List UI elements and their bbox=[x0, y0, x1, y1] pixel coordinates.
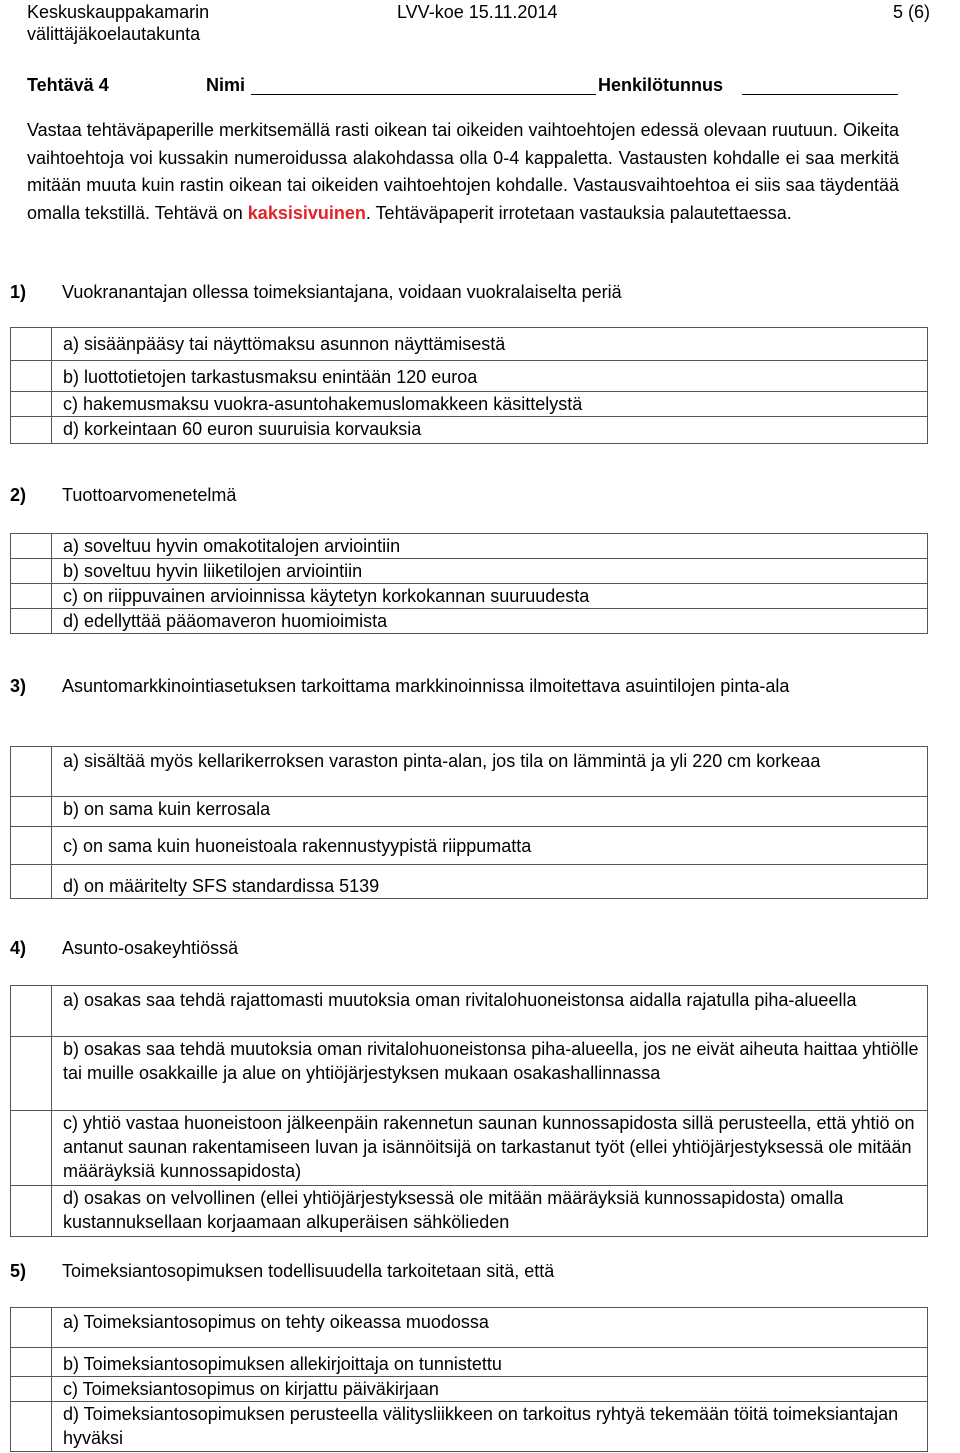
option-3a: a) sisältää myös kellarikerroksen varaston pinta-alan, jos tila on lämmintä ja yli 220 cm korkeaa bbox=[52, 747, 928, 797]
option-5a: a) Toimeksiantosopimus on tehty oikeassa muodossa bbox=[52, 1308, 928, 1348]
option-4b: b) osakas saa tehdä muutoksia oman rivitalohuoneistonsa piha-alueella, jos ne eivät aiheuta haittaa yhtiölle tai muille osakkaille ja alue on yhtiöjärjestyksen mukaan osakashallinnassa bbox=[52, 1037, 928, 1111]
checkbox-3c[interactable] bbox=[11, 827, 52, 865]
checkbox-5d[interactable] bbox=[11, 1402, 52, 1452]
question-text: Vuokranantajan ollessa toimeksiantajana, voidaan vuokralaiselta periä bbox=[62, 282, 622, 302]
checkbox-4a[interactable] bbox=[11, 986, 52, 1037]
question-text: Toimeksiantosopimuksen todellisuudella tarkoitetaan sitä, että bbox=[62, 1261, 555, 1281]
option-2c: c) on riippuvainen arvioinnissa käytetyn korkokannan suuruudesta bbox=[52, 584, 928, 609]
checkbox-5c[interactable] bbox=[11, 1377, 52, 1402]
checkbox-2a[interactable] bbox=[11, 534, 52, 559]
option-2a: a) soveltuu hyvin omakotitalojen arviointiin bbox=[52, 534, 928, 559]
exam-title: LVV-koe 15.11.2014 bbox=[397, 2, 558, 22]
checkbox-2d[interactable] bbox=[11, 609, 52, 634]
checkbox-5a[interactable] bbox=[11, 1308, 52, 1348]
option-2b: b) soveltuu hyvin liiketilojen arviointiin bbox=[52, 559, 928, 584]
name-field-line[interactable] bbox=[251, 94, 596, 95]
option-5b: b) Toimeksiantosopimuksen allekirjoittaja on tunnistettu bbox=[52, 1348, 928, 1377]
options-table-4 bbox=[10, 985, 928, 1237]
checkbox-1b[interactable] bbox=[11, 361, 52, 392]
option-3d: d) on määritelty SFS standardissa 5139 bbox=[52, 865, 928, 899]
checkbox-1a[interactable] bbox=[11, 328, 52, 361]
task-title: Tehtävä 4 bbox=[27, 75, 109, 95]
org-name-line2: välittäjäkoelautakunta bbox=[27, 24, 201, 44]
question-text: Tuottoarvomenetelmä bbox=[62, 485, 237, 505]
checkbox-4c[interactable] bbox=[11, 1111, 52, 1186]
option-3b: b) on sama kuin kerrosala bbox=[52, 797, 928, 827]
option-1a: a) sisäänpääsy tai näyttömaksu asunnon näyttämisestä bbox=[52, 328, 928, 361]
option-2d: d) edellyttää pääomaveron huomioimista bbox=[52, 609, 928, 634]
question-number: 1) bbox=[10, 282, 27, 302]
options-table-5 bbox=[10, 1307, 928, 1452]
instructions-text-1: Vastaa tehtäväpaperille merkitsemällä rasti oikean tai oikeiden vaihtoehtojen edessä olevaan ruutuun. Oikeita vaihtoehtoja voi kussakin numeroidussa alakohdassa olla 0-4 kappaletta. Vastausten kohdalle ei saa merkitä mitään muuta kuin rastin oikean tai oikeiden vaihtoehtojen kohdalle. Vastausvaihtoehtoa ei siis saa täydentää omalla tekstillä. Tehtävä on bbox=[27, 120, 899, 223]
id-field-line[interactable] bbox=[742, 94, 898, 95]
instructions bbox=[27, 117, 899, 227]
instructions-text-2: . Tehtäväpaperit irrotetaan vastauksia palautettaessa. bbox=[365, 202, 792, 223]
instructions-highlight: kaksisivuinen bbox=[247, 202, 366, 223]
org-name-line1: Keskuskauppakamarin bbox=[27, 2, 210, 22]
checkbox-2b[interactable] bbox=[11, 559, 52, 584]
question-text: Asuntomarkkinointiasetuksen tarkoittama markkinoinnissa ilmoitettava asuintilojen pinta-ala bbox=[62, 676, 790, 696]
option-4d: d) osakas on velvollinen (ellei yhtiöjärjestyksessä ole mitään määräyksiä kunnossapidosta) omalla kustannuksellaan korjaamaan alkuperäisen sähkölieden bbox=[52, 1186, 928, 1237]
option-1c: c) hakemusmaksu vuokra-asuntohakemuslomakkeen käsittelystä bbox=[52, 392, 928, 417]
checkbox-2c[interactable] bbox=[11, 584, 52, 609]
page-number: 5 (6) bbox=[893, 2, 931, 22]
checkbox-4b[interactable] bbox=[11, 1037, 52, 1111]
option-1b: b) luottotietojen tarkastusmaksu enintään 120 euroa bbox=[52, 361, 928, 392]
question-number: 4) bbox=[10, 938, 27, 958]
id-label: Henkilötunnus bbox=[598, 75, 723, 95]
checkbox-1c[interactable] bbox=[11, 392, 52, 417]
checkbox-5b[interactable] bbox=[11, 1348, 52, 1377]
question-number: 2) bbox=[10, 485, 27, 505]
options-table-2 bbox=[10, 533, 928, 634]
option-5d: d) Toimeksiantosopimuksen perusteella välitysliikkeen on tarkoitus ryhtyä tekemään töitä toimeksiantajan hyväksi bbox=[52, 1402, 928, 1452]
name-label: Nimi bbox=[206, 75, 246, 95]
checkbox-3a[interactable] bbox=[11, 747, 52, 797]
option-3c: c) on sama kuin huoneistoala rakennustyypistä riippumatta bbox=[52, 827, 928, 865]
options-table-3 bbox=[10, 746, 928, 899]
options-table-1 bbox=[10, 327, 928, 444]
checkbox-3d[interactable] bbox=[11, 865, 52, 899]
checkbox-4d[interactable] bbox=[11, 1186, 52, 1237]
option-4c: c) yhtiö vastaa huoneistoon jälkeenpäin rakennetun saunan kunnossapidosta sillä perusteella, että yhtiö on antanut saunan rakentamiseen luvan ja isännöitsijä on tarkastanut työt (ellei yhtiöjärjestyksessä ole mitään määräyksiä kunnossapidosta) bbox=[52, 1111, 928, 1186]
checkbox-1d[interactable] bbox=[11, 417, 52, 444]
question-number: 5) bbox=[10, 1261, 27, 1281]
option-5c: c) Toimeksiantosopimus on kirjattu päiväkirjaan bbox=[52, 1377, 928, 1402]
option-4a: a) osakas saa tehdä rajattomasti muutoksia oman rivitalohuoneistonsa aidalla rajatulla piha-alueella bbox=[52, 986, 928, 1037]
question-text: Asunto-osakeyhtiössä bbox=[62, 938, 239, 958]
option-1d: d) korkeintaan 60 euron suuruisia korvauksia bbox=[52, 417, 928, 444]
checkbox-3b[interactable] bbox=[11, 797, 52, 827]
question-number: 3) bbox=[10, 676, 27, 696]
